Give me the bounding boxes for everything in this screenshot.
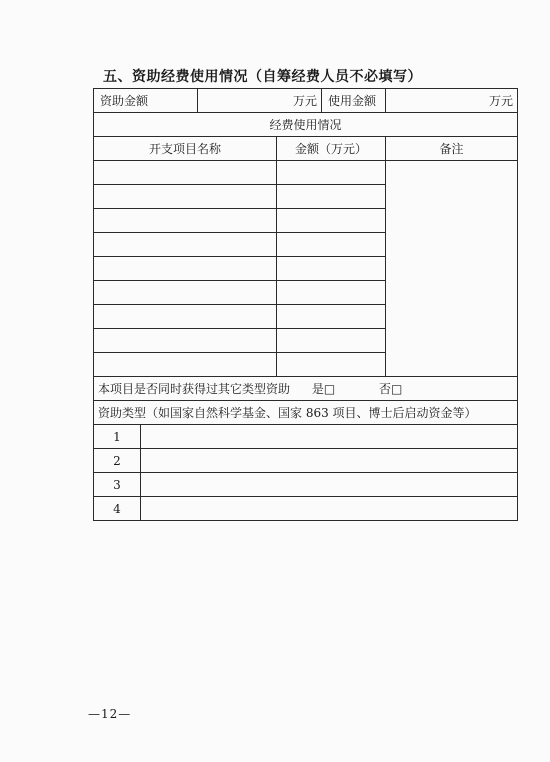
funding-type-row (94, 425, 518, 449)
funding-amount-cell[interactable] (198, 89, 322, 113)
funding-amount-unit: 万元 (293, 94, 318, 108)
item-name-cell[interactable] (94, 185, 277, 209)
row-number: 2 (94, 449, 141, 473)
item-name-cell[interactable] (94, 353, 277, 377)
yes-checkbox[interactable]: 是□ (311, 382, 336, 396)
amount-cell[interactable] (277, 233, 386, 257)
funding-type-cell[interactable] (141, 449, 518, 473)
amount-cell[interactable] (277, 209, 386, 233)
amount-cell[interactable] (277, 257, 386, 281)
funding-type-label: 资助类型（如国家自然科学基金、国家 863 项目、博士后启动资金等） (94, 401, 518, 425)
funding-type-cell[interactable] (141, 473, 518, 497)
item-name-cell[interactable] (94, 233, 277, 257)
amount-cell[interactable] (277, 161, 386, 185)
amount-cell[interactable] (277, 353, 386, 377)
usage-row (94, 161, 518, 185)
funding-type-row (94, 449, 518, 473)
item-name-cell[interactable] (94, 161, 277, 185)
item-name-cell[interactable] (94, 305, 277, 329)
usage-header-row (94, 137, 518, 161)
no-checkbox[interactable]: 否□ (379, 382, 403, 396)
funding-type-row (94, 497, 518, 521)
funding-type-row (94, 473, 518, 497)
funding-type-cell[interactable] (141, 425, 518, 449)
remark-header: 备注 (386, 137, 518, 161)
item-name-cell[interactable] (94, 257, 277, 281)
row-number: 3 (94, 473, 141, 497)
page-number: —12— (88, 707, 132, 721)
amount-cell[interactable] (277, 281, 386, 305)
amount-header: 金额（万元） (277, 137, 386, 161)
row-number: 1 (94, 425, 141, 449)
usage-amount-cell[interactable] (386, 89, 518, 113)
amount-cell[interactable] (277, 305, 386, 329)
usage-amount-unit: 万元 (489, 94, 514, 108)
item-name-cell[interactable] (94, 329, 277, 353)
usage-amount-label: 使用金额 (322, 89, 386, 113)
funding-amount-label: 资助金额 (94, 89, 198, 113)
item-name-header: 开支项目名称 (94, 137, 277, 161)
funding-type-cell[interactable] (141, 497, 518, 521)
funding-usage-table (93, 88, 518, 521)
amount-cell[interactable] (277, 185, 386, 209)
row-number: 4 (94, 497, 141, 521)
usage-title-row (94, 113, 518, 137)
funding-type-label-row (94, 401, 518, 425)
funding-amount-row (94, 89, 518, 113)
remark-cell[interactable] (386, 161, 518, 377)
item-name-cell[interactable] (94, 209, 277, 233)
other-funding-question-row (94, 377, 518, 401)
usage-section-title: 经费使用情况 (94, 113, 518, 137)
amount-cell[interactable] (277, 329, 386, 353)
item-name-cell[interactable] (94, 281, 277, 305)
section-heading: 五、资助经费使用情况（自筹经费人员不必填写） (103, 69, 422, 85)
other-funding-question-cell (94, 377, 518, 401)
other-funding-question: 本项目是否同时获得过其它类型资助 (98, 382, 291, 396)
